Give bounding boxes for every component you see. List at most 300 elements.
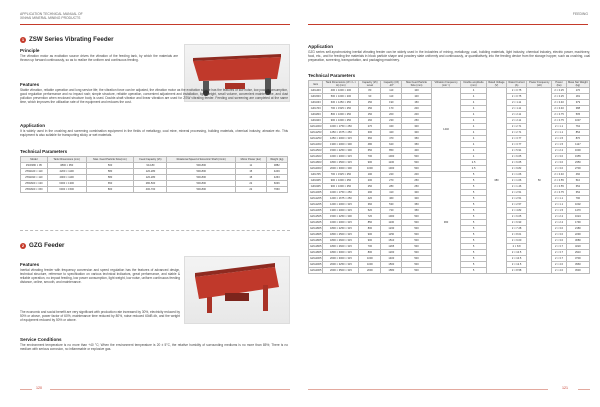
application-heading: Application: [20, 123, 46, 128]
table-cell: 1100: [381, 220, 402, 226]
table-cell: 5: [461, 262, 487, 268]
table-cell: 5: [461, 256, 487, 262]
header-section-label: FEEDING: [572, 12, 588, 16]
table-cell: 2 × 12.5: [507, 262, 527, 268]
table-cell: 650: [359, 148, 381, 154]
table-cell: GZG905: [309, 178, 323, 184]
table-cell: 460: [566, 172, 589, 178]
table-cell: 700: [359, 244, 381, 250]
table-cell: 90: [359, 94, 381, 100]
table-cell: 3800 × 950: [47, 163, 86, 169]
gzg-feeder-image: [185, 257, 289, 323]
table-cell: 2 × 2.57: [507, 202, 527, 208]
table-cell: 1000: [359, 256, 381, 262]
footer-rule-right-long: [308, 389, 548, 390]
header-rule-right: [308, 24, 588, 25]
table-cell: 580: [86, 169, 134, 175]
table-cell: GZG1805: [310, 251, 322, 254]
table-cell: GZG703: [309, 106, 323, 112]
table-cell: 460: [381, 196, 402, 202]
table-cell: 2 × 3.0: [552, 238, 566, 244]
table-cell: 520: [359, 208, 381, 214]
table-cell: 6000 × 1300: [47, 181, 86, 187]
table-cell: 4200 × 1100: [47, 169, 86, 175]
table-header-row: [309, 81, 590, 88]
table-cell: 900: [359, 232, 381, 238]
table-header-cell: Feed Capacity (t/h): [134, 157, 167, 163]
table-cell: 1470: [566, 208, 589, 214]
table-cell: 11: [235, 163, 266, 169]
table-cell: 2 × 3.0: [552, 154, 566, 160]
table-cell: 2 × 2.11: [507, 112, 527, 118]
table-cell: 500: [402, 166, 432, 172]
table-cell: 6036: [266, 181, 287, 187]
table-cell: 2 × 1.5: [552, 208, 566, 214]
table-cell: 4900 × 1100: [47, 175, 86, 181]
table-cell: 3882: [266, 163, 287, 169]
table-row: [21, 187, 288, 193]
table-header-cell: Rotational Speed of Eccentric Shaft (r/min): [167, 157, 236, 163]
footer-rule-right: [578, 389, 590, 390]
table-cell: 4530: [566, 268, 589, 274]
table-cell: 2 × 4.0: [552, 262, 566, 268]
table-cell: 2 × 8.01: [507, 232, 527, 238]
table-cell: 50: [527, 88, 552, 274]
table-cell: GZG2003: [310, 167, 322, 170]
table-cell: 2180: [566, 226, 589, 232]
table-cell: 100: [402, 88, 432, 94]
table-cell: 4249: [266, 169, 287, 175]
table-header-cell: Vibration Frequency (min⁻¹): [431, 81, 461, 88]
table-cell: 400: [402, 148, 432, 154]
table-cell: ZSW600 × 150: [21, 187, 48, 193]
table-cell: 100: [402, 94, 432, 100]
tech-params-heading: Technical Parameters: [20, 149, 68, 154]
table-cell: 2 × 2.2: [552, 148, 566, 154]
table-cell: 3080: [566, 238, 589, 244]
table-cell: 1037: [566, 118, 589, 124]
principle-text: The vibration motor as excitation source drives the vibration of the feeding tank, by which the materials are thrown up forward continuously, so as to realize the uniform and continuous feeding.: [20, 54, 178, 63]
table-header-cell: Rated Voltage (V): [488, 81, 505, 87]
table-cell: 380: [486, 88, 506, 274]
table-cell: 2 × 6.65: [507, 154, 527, 160]
table-cell: 2 × 1.1: [552, 196, 566, 202]
table-cell: 2 × 1.11: [507, 100, 527, 106]
table-cell: 360: [359, 202, 381, 208]
table-cell: 150: [359, 112, 381, 118]
table-cell: 5: [461, 184, 487, 190]
table-cell: 2.5: [461, 166, 487, 172]
table-header-cell: Tank Dimensions (mm): [47, 157, 86, 163]
table-cell: 500-800: [167, 187, 236, 193]
table-cell: 7660: [266, 187, 287, 193]
header-title-line2: XINHAI MINERAL MINING PRODUCTS: [20, 16, 81, 21]
table-cell: 120-280: [134, 175, 167, 181]
table-cell: 410: [381, 190, 402, 196]
section2-title-text: GZG Feeder: [29, 242, 65, 249]
table-cell: 1000: [381, 154, 402, 160]
table-cell: 250: [402, 118, 432, 124]
table-cell: 2 × 2.2: [552, 220, 566, 226]
table-cell: 2 × 0.75: [552, 190, 566, 196]
table-cell: 505: [566, 112, 589, 118]
table-cell: 300: [359, 130, 381, 136]
table-cell: 1000: [381, 214, 402, 220]
table-cell: 350: [402, 142, 432, 148]
table-cell: 700: [359, 154, 381, 160]
table-cell: 2 × 4.82: [507, 208, 527, 214]
table-cell: 2 × 8.8: [507, 244, 527, 250]
features-text: Stable vibration, reliable operation and long service life; the vibration force can be adjusted, the vibration motor as the excitation source has the features of low noise, low power consumption, good regulation performance and no impact rush; simple structure, reliable operation, convenient adjustment and installation, light weight, small volume, convenient maintenance, and dust pollution prevention when enclosed structure body is used. Double-shaft vibrator and linear vibration are used for ZSW vibrating feeder. Feeding and screening are completed at the same time, which improves the utilization rate of the equipment and reduces the cost.: [20, 88, 288, 105]
table-cell: 2 × 0.55: [552, 184, 566, 190]
table-cell: 2 × 0.75: [552, 112, 566, 118]
table-cell: 960: [431, 172, 461, 274]
section-divider: [20, 230, 290, 231]
table-cell: 1002: [566, 202, 589, 208]
table-cell: 500-800: [167, 163, 236, 169]
principle-heading: Principle: [20, 48, 40, 53]
table-cell: 500: [86, 163, 134, 169]
service-heading: Service Conditions: [20, 337, 62, 342]
table-header-cell: Double amplitude (mm): [461, 81, 487, 88]
table-cell: 652: [566, 190, 589, 196]
table-cell: GZG1205: [310, 203, 322, 206]
table-cell: 2 × 3.0: [552, 232, 566, 238]
table-cell: 190: [359, 172, 381, 178]
gzg-feeder-photo: [184, 256, 290, 324]
table-cell: 1790: [566, 220, 589, 226]
table-header-cell: Power (kw): [552, 81, 566, 88]
table-cell: 2000 × 3000 × 315: [323, 256, 359, 262]
table-cell: 1000: [359, 262, 381, 268]
table-cell: ZSW490 × 110: [21, 175, 48, 181]
table-cell: 500: [402, 160, 432, 166]
table-cell: GZG1805: [310, 239, 322, 242]
table-cell: 22: [235, 187, 266, 193]
table-cell: 150: [359, 106, 381, 112]
table-cell: 6000 × 1500: [47, 187, 86, 193]
header-rule: [20, 24, 290, 25]
table-cell: 2 × 10.5: [507, 256, 527, 262]
footer-rule-left: [20, 389, 32, 390]
table-cell: 800: [359, 226, 381, 232]
table-cell: GZG403: [309, 88, 323, 94]
page-number-right: 121: [562, 386, 568, 390]
table-cell: GZG1005: [310, 191, 322, 194]
table-cell: 250: [402, 178, 432, 184]
features-heading: Features: [20, 82, 40, 87]
table-cell: 1600 × 2000 × 315: [323, 220, 359, 226]
table-cell: 2 × 2.51: [507, 190, 527, 196]
table-cell: 4: [461, 136, 487, 142]
table-header-cell: Power Frequency (Hz): [527, 81, 552, 88]
table-cell: GZG2005: [310, 257, 322, 260]
table-cell: 190: [381, 100, 402, 106]
table-header-cell: Tank Dimensions (W × L × H) (mm): [323, 81, 359, 88]
table-cell: 110: [381, 94, 402, 100]
table-cell: 2000 × 3500 × 315: [323, 268, 359, 274]
table-cell: 1000: [359, 166, 381, 172]
table-cell: 2 × 1.06: [507, 172, 527, 178]
table-cell: 4: [461, 124, 487, 130]
table-cell: ZSW380 × 95: [21, 163, 48, 169]
table-cell: 1800 × 2500 × 315: [323, 232, 359, 238]
table-cell: GZG1253: [310, 131, 322, 134]
table-cell: 2910: [566, 250, 589, 256]
table-cell: 500: [402, 232, 432, 238]
table-cell: 150: [402, 100, 432, 106]
table-cell: 870: [566, 136, 589, 142]
right-page: [300, 0, 600, 407]
table-cell: 1800 × 2600 × 315: [323, 238, 359, 244]
table-cell: 5: [461, 226, 487, 232]
table-cell: 4: [461, 94, 487, 100]
table-cell: 500-800: [167, 175, 236, 181]
table-cell: 500: [402, 214, 432, 220]
table-cell: 1150: [381, 232, 402, 238]
table-cell: 2 × 2.71: [507, 124, 527, 130]
table-cell: 500: [402, 244, 432, 250]
table-cell: 1510: [381, 238, 402, 244]
table-cell: 5: [461, 232, 487, 238]
table-cell: 2 × 3.7: [552, 244, 566, 250]
table-cell: 280-500: [134, 181, 167, 187]
table-cell: 2 × 3.0: [552, 226, 566, 232]
table-cell: 1100: [381, 160, 402, 166]
table-cell: GZG1605: [310, 221, 322, 224]
table-cell: 2 × 1.06: [507, 178, 527, 184]
footer-rule-left-long: [50, 389, 290, 390]
table-cell: 1300 × 2000 × 300: [323, 142, 359, 148]
table-cell: 854: [566, 130, 589, 136]
table-header-cell: Weight (kg): [266, 157, 287, 163]
table-cell: 1800 × 2500 × 315: [323, 160, 359, 166]
table-cell: 200: [402, 112, 432, 118]
table-cell: 340: [381, 124, 402, 130]
table-cell: 4: [461, 100, 487, 106]
table-cell: 790: [566, 196, 589, 202]
table-cell: 2 × 3.0: [552, 166, 566, 172]
table-cell: 388: [566, 106, 589, 112]
table-cell: 1265: [381, 244, 402, 250]
table-cell: 280: [381, 184, 402, 190]
table-cell: 2290: [566, 232, 589, 238]
table-cell: 2000: [359, 268, 381, 274]
table-cell: 1500 × 2250 × 300: [323, 214, 359, 220]
table-cell: 2 × 3.77: [507, 136, 527, 142]
table-cell: 530: [381, 202, 402, 208]
table-cell: 900: [359, 238, 381, 244]
table-cell: 4: [461, 130, 487, 136]
table-cell: 4: [461, 148, 487, 154]
table-header-cell: Mass Net Weight (kg): [568, 81, 588, 87]
table-cell: 300: [402, 190, 432, 196]
table-cell: 3220: [566, 244, 589, 250]
table-cell: 900 × 1600 × 250: [323, 118, 359, 124]
table-cell: 5: [461, 214, 487, 220]
table-cell: 2 × 3.77: [507, 142, 527, 148]
table-cell: 2 × 9.82: [507, 166, 527, 172]
table-cell: 230: [381, 118, 402, 124]
table-cell: 5: [461, 202, 487, 208]
table-cell: 350: [402, 136, 432, 142]
table-cell: 1800 × 2250 × 315: [323, 226, 359, 232]
table-cell: 2 × 1.46: [507, 184, 527, 190]
table-cell: 160: [359, 118, 381, 124]
table-cell: 4: [461, 106, 487, 112]
table-cell: 2 × 0.40: [552, 172, 566, 178]
table-cell: GZG1305: [310, 209, 322, 212]
table-cell: 181: [566, 94, 589, 100]
table-cell: 2 × 0.40: [552, 100, 566, 106]
gzg-features-heading: Features: [20, 262, 40, 267]
table-cell: 2 × 0.75: [552, 118, 566, 124]
table-header-cell: Max. Feed Particle Size(mm): [86, 157, 134, 163]
table-cell: ZSW600 × 130: [21, 181, 48, 187]
table-cell: 110: [381, 88, 402, 94]
table-cell: 1580: [381, 268, 402, 274]
table-cell: 1300: [381, 166, 402, 172]
table-header-cell: Max Feed Particle Size (mm): [402, 81, 432, 88]
table-cell: 2 × 9.00: [507, 238, 527, 244]
table-cell: 5: [461, 268, 487, 274]
table-cell: 2.5: [461, 160, 487, 166]
table-cell: 2 × 1.5: [552, 136, 566, 142]
table-cell: GZG803: [309, 112, 323, 118]
table-cell: 3960: [566, 262, 589, 268]
table-cell: 170: [566, 88, 589, 94]
table-cell: GZG503: [309, 94, 323, 100]
table-cell: 650: [86, 181, 134, 187]
table-cell: 900 × 1600 × 250: [323, 184, 359, 190]
table-cell: 2 × 2.2: [552, 214, 566, 220]
table-cell: 4: [461, 154, 487, 160]
table-header-cell: Rated Current (A): [508, 81, 525, 87]
table-cell: 2 × 2.71: [507, 130, 527, 136]
table-cell: 4: [461, 142, 487, 148]
gzg-params-table: [308, 80, 590, 274]
table-cell: 480: [359, 142, 381, 148]
table-cell: 1200 × 1675 × 250: [323, 196, 359, 202]
table-cell: GZG1603: [310, 155, 322, 158]
table-cell: 300: [402, 130, 432, 136]
table-cell: 3700: [566, 256, 589, 262]
table-cell: 150: [359, 100, 381, 106]
table-cell: 720: [359, 214, 381, 220]
section2-number: 2: [21, 243, 25, 248]
table-cell: 5: [461, 196, 487, 202]
gzg-application-heading: Application: [308, 44, 334, 49]
table-cell: 850: [359, 220, 381, 226]
table-cell: 1800 × 3000 × 315: [323, 250, 359, 256]
table-cell: 2 × 2.11: [507, 118, 527, 124]
table-cell: 5: [461, 238, 487, 244]
table-cell: 5: [461, 208, 487, 214]
table-cell: 400 × 1000 × 200: [323, 88, 359, 94]
table-cell: 200: [402, 106, 432, 112]
table-cell: 2 × 3.7: [552, 250, 566, 256]
table-cell: GZG905: [309, 184, 323, 190]
table-cell: ZSW420 × 110: [21, 169, 48, 175]
table-cell: 2 × 0.25: [552, 88, 566, 94]
table-cell: 2 × 0.25: [552, 94, 566, 100]
table-cell: 2 × 1.1: [552, 202, 566, 208]
table-cell: 1000 × 1750 × 250: [323, 190, 359, 196]
table-cell: 500-800: [167, 181, 236, 187]
table-cell: 2 × 4.0: [552, 268, 566, 274]
table-cell: 2000 × 3000 × 300: [323, 166, 359, 172]
table-header-cell: Motor Power (kw): [235, 157, 266, 163]
table-cell: 850: [381, 148, 402, 154]
table-cell: 2 × 0.55: [552, 178, 566, 184]
table-cell: 2 × 6.93: [507, 220, 527, 226]
table-cell: 4: [461, 88, 487, 94]
table-header-cell: Capacity (t/h) -10°: [381, 81, 402, 88]
table-cell: 510: [566, 178, 589, 184]
gzg-application-text: GZG series self-synchronizing inertial vibrating feeder can be widely used in the industries of mining, metallurgy, coal, building materials, light industry, chemical industry, electric power, machinery, food, etc., and for feeding the materials in block particle shape and powdery state uniformly and continuously, or quantitatively, into the feeding device from the storage hopper, such as crushing, coal preparation, screening, transportation, and packaging machinery.: [308, 50, 590, 63]
table-cell: 500: [402, 256, 432, 262]
table-cell: 5: [461, 172, 487, 178]
table-cell: 470: [381, 136, 402, 142]
table-cell: 500: [402, 250, 432, 256]
table-cell: 120-280: [134, 169, 167, 175]
table-cell: GZG1503: [310, 149, 322, 152]
table-cell: 1624: [566, 214, 589, 220]
table-cell: 2 × 0.75: [507, 88, 527, 94]
table-cell: 15: [235, 175, 266, 181]
table-cell: 5: [461, 244, 487, 250]
table-cell: 620: [381, 142, 402, 148]
table-cell: 5: [461, 250, 487, 256]
table-cell: GZG1805: [310, 227, 322, 230]
table-cell: 1250 × 1675 × 250: [323, 130, 359, 136]
table-cell: 652: [566, 184, 589, 190]
table-cell: 80: [359, 88, 381, 94]
application-text: It is widely used in the crushing and screening combination equipment in the fields of metallurgy, coal mine, mineral processing, building materials, chemical industry, abrasive etc. This equipment is also suitable for transporting sticky or wet materials.: [20, 129, 288, 138]
table-cell: GZG1805: [310, 245, 322, 248]
table-cell: 700 × 1525 × 250: [323, 106, 359, 112]
table-cell: GZG1303: [310, 143, 322, 146]
table-cell: 2 × 0.75: [507, 94, 527, 100]
table-cell: 1600 × 2000 × 315: [323, 154, 359, 160]
table-cell: 2 × 2.51: [507, 196, 527, 202]
section2-title: [20, 242, 64, 249]
table-cell: 2700: [566, 166, 589, 172]
table-cell: 762: [566, 124, 589, 130]
table-cell: 1400: [381, 256, 402, 262]
table-cell: 4263: [266, 175, 287, 181]
table-cell: 900 × 1600 × 250: [323, 178, 359, 184]
table-cell: GZG1805: [310, 233, 322, 236]
table-cell: 300: [402, 196, 432, 202]
table-cell: 500 × 1000 × 200: [323, 94, 359, 100]
table-cell: 500: [402, 226, 432, 232]
table-cell: 290: [359, 190, 381, 196]
table-cell: 220: [381, 172, 402, 178]
table-cell: 2 × 7.28: [507, 226, 527, 232]
table-cell: 5: [461, 220, 487, 226]
table-cell: 420: [359, 196, 381, 202]
table-cell: 379: [566, 100, 589, 106]
table-cell: 250: [359, 184, 381, 190]
table-cell: 22: [235, 181, 266, 187]
header-title: [20, 12, 140, 20]
table-cell: 350: [402, 208, 432, 214]
table-cell: 500: [402, 262, 432, 268]
table-cell: 500-800: [167, 169, 236, 175]
table-cell: 4: [461, 112, 487, 118]
table-cell: 420: [381, 130, 402, 136]
